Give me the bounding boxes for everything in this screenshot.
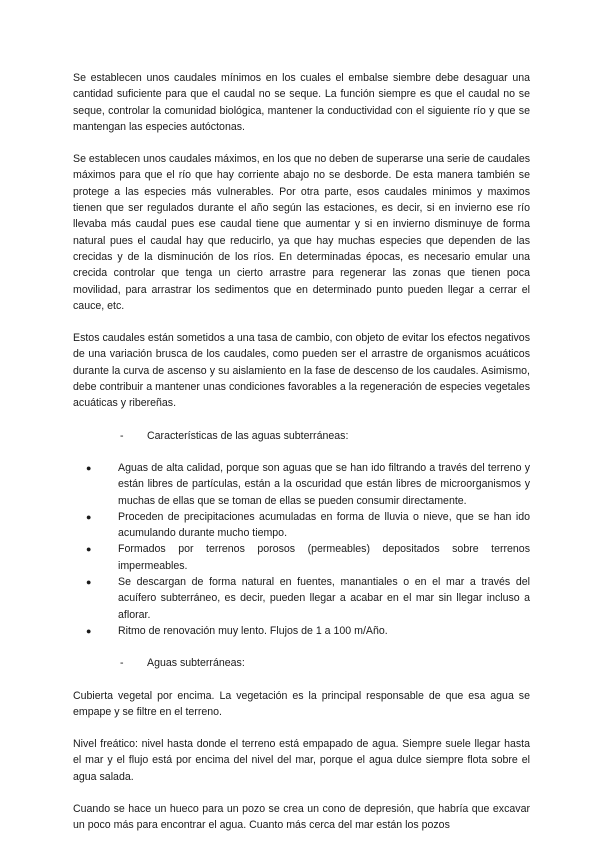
- paragraph-caudales-maximos: Se establecen unos caudales máximos, en los que no deben de superarse una serie de caudales máximos para que el río que hay corriente abajo no se desborde. De esta manera también se protege a las especies más vulnerables. Por otra parte, esos caudales minimos y maximos tienen que ser regulados durante el año según las estaciones, es decir, si en invierno ese río llevaba más caudal pues ese caudal tiene que aumentar y si en invierno disminuye de forma natural pues el caudal hay que reducirlo, ya que hay muchas especies que dependen de las crecidas y de la disminución de los ríos. En determinadas épocas, es necesario emular una crecida controlar que tenga un cierto arrastre para regenerar las zonas que tienen poca movilidad, para arrastrar los sedimentos que en determinado punto pueden llegar a cerrar el cauce, etc.: [73, 153, 531, 312]
- section-heading-aguas-subterraneas: [73, 655, 530, 671]
- bullet-icon: ●: [86, 577, 92, 588]
- list-item: [83, 623, 530, 639]
- section-heading-text: Características de las aguas subterráneas:: [147, 429, 349, 442]
- list-item-text: Proceden de precipitaciones acumuladas en forma de lluvia o nieve, que se han ido acumulando durante mucho tiempo.: [118, 510, 530, 540]
- paragraph-nivel-freatico: Nivel freático: nivel hasta donde el terreno está empapado de agua. Siempre suele llegar hasta el mar y el flujo está por encima del nivel del mar, porque el agua dulce siempre flota sobre el agua salada.: [73, 738, 530, 783]
- bullet-icon: ●: [86, 462, 92, 473]
- list-item: [83, 509, 530, 542]
- section-heading-text: Aguas subterráneas:: [147, 657, 245, 670]
- list-item-text: Formados por terrenos porosos (permeables) depositados sobre terrenos impermeables.: [118, 543, 530, 572]
- bullet-icon: ●: [86, 544, 92, 555]
- bullet-icon: ●: [86, 511, 92, 522]
- list-item: [83, 541, 530, 574]
- paragraph-cubierta-vegetal: Cubierta vegetal por encima. La vegetación es la principal responsable de que esa agua se empape y se filtre en el terreno.: [73, 689, 530, 718]
- bullet-icon: ●: [86, 625, 92, 636]
- section-heading-caracteristicas: [73, 428, 530, 444]
- list-item-text: Se descargan de forma natural en fuentes, manantiales o en el mar a través del acuífero subterráneo, es decir, pueden llegar a acabar en el mar sin llegar incluso a aflorar.: [118, 576, 530, 621]
- characteristics-list: [73, 460, 530, 639]
- paragraph-caudales-minimos: Se establecen unos caudales mínimos en los cuales el embalse siembre debe desaguar una cantidad suficiente para que el caudal no se seque. La función siempre es que el caudal no se seque, controlar la comunidad biológica, mantener la conductividad con el siguiente río y que se mantengan las especies autóctonas.: [73, 72, 530, 133]
- list-item: [83, 460, 530, 509]
- dash-marker: -: [120, 429, 124, 442]
- paragraph-tasa-cambio: Estos caudales están sometidos a una tasa de cambio, con objeto de evitar los efectos negativos de una variación brusca de los caudales, como pueden ser el arrastre de organismos acuáticos durante la curva de ascenso y su aislamiento en la fase de descenso de los caudales. Asimismo, debe contribuir a mantener unas condiciones favorables a la regeneración de especies vegetales acuáticas y ribereñas.: [73, 332, 530, 410]
- list-item-text: Aguas de alta calidad, porque son aguas que se han ido filtrando a través del terreno y están libres de partículas, están a la oscuridad que están libres de microorganismos y muchas de ellas que se toman de ellas se pueden consumir directamente.: [118, 461, 530, 507]
- dash-marker: -: [120, 657, 124, 670]
- list-item-text: Ritmo de renovación muy lento. Flujos de 1 a 100 m/Año.: [118, 624, 388, 637]
- list-item: [83, 574, 530, 623]
- paragraph-cono-depresion: Cuando se hace un hueco para un pozo se crea un cono de depresión, que habría que excavar un poco más para encontrar el agua. Cuanto más cerca del mar están los pozos: [73, 802, 530, 832]
